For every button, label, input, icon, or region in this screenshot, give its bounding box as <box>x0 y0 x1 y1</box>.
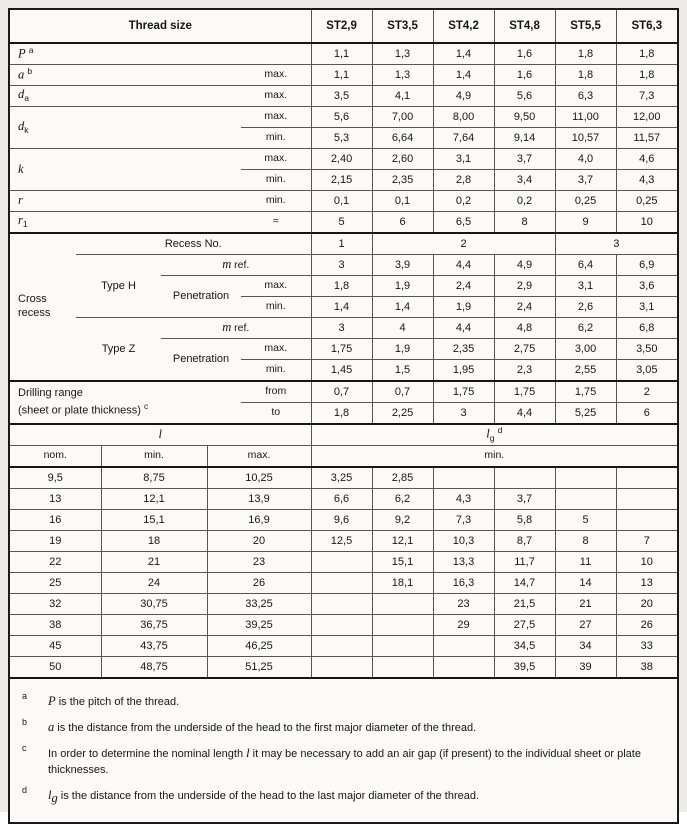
value-cell: 1,75 <box>433 381 494 403</box>
value-cell: 11 <box>555 552 616 573</box>
value-cell <box>494 467 555 489</box>
footnote-text: P is the pitch of the thread. <box>48 694 180 708</box>
value-cell: 3 <box>311 318 372 339</box>
value-cell: 9 <box>555 212 616 234</box>
value-cell <box>311 615 372 636</box>
value-cell: 1,9 <box>372 276 433 297</box>
row-label-P: P $^a$ <box>10 43 311 65</box>
screw-length-table <box>10 425 677 679</box>
value-cell: 23 <box>433 594 494 615</box>
qualifier-min: min. <box>241 128 311 149</box>
value-cell: 3,1 <box>433 149 494 170</box>
value-cell: 24 <box>101 573 207 594</box>
value-cell: 0,7 <box>311 381 372 403</box>
value-cell: 33 <box>616 636 677 657</box>
value-cell: 1,8 <box>311 276 372 297</box>
thread-dimensions-table <box>10 10 677 425</box>
value-cell: 5 <box>555 510 616 531</box>
qualifier-from: from <box>241 381 311 403</box>
length-nom-cell: 19 <box>10 531 101 552</box>
type-z-label: Type Z <box>76 318 161 382</box>
cross-recess-group-label: Cross recess <box>10 233 76 381</box>
value-cell: 6,2 <box>372 489 433 510</box>
value-cell: 1,75 <box>494 381 555 403</box>
row-label-a: a $^b$ <box>10 65 241 86</box>
value-cell: 1,95 <box>433 360 494 382</box>
qualifier-min: min. <box>241 297 311 318</box>
m-ref-label: m ref. <box>161 255 311 276</box>
column-header-st42: ST4,2 <box>433 10 494 43</box>
value-cell: 48,75 <box>101 657 207 679</box>
value-cell: 51,25 <box>207 657 311 679</box>
value-cell: 3,6 <box>616 276 677 297</box>
length-row <box>10 552 677 573</box>
value-cell: 7,64 <box>433 128 494 149</box>
value-cell: 5,6 <box>311 107 372 128</box>
value-cell: 0,2 <box>494 191 555 212</box>
value-cell: 2,15 <box>311 170 372 191</box>
value-cell: 6 <box>372 212 433 234</box>
qualifier-to: to <box>241 403 311 425</box>
value-cell: 4,8 <box>494 318 555 339</box>
value-cell: 9,14 <box>494 128 555 149</box>
value-cell: 0,2 <box>433 191 494 212</box>
value-cell: 27,5 <box>494 615 555 636</box>
value-cell: 0,7 <box>372 381 433 403</box>
value-cell: 1,75 <box>311 339 372 360</box>
qualifier-min: min. <box>241 360 311 382</box>
value-cell: 1,45 <box>311 360 372 382</box>
value-cell: 12,1 <box>372 531 433 552</box>
qualifier-min: min. <box>241 191 311 212</box>
length-subheader-row <box>10 446 677 468</box>
value-cell: 10 <box>616 212 677 234</box>
value-cell: 21 <box>555 594 616 615</box>
value-cell: 6,6 <box>311 489 372 510</box>
table-row-k-max <box>10 149 677 170</box>
value-cell: 1,1 <box>311 65 372 86</box>
value-cell: 6,4 <box>555 255 616 276</box>
value-cell: 1,1 <box>311 43 372 65</box>
value-cell: 4,4 <box>433 255 494 276</box>
value-cell: 2,8 <box>433 170 494 191</box>
footnote <box>22 718 665 737</box>
length-nom-cell: 45 <box>10 636 101 657</box>
footnote-text: In order to determine the nominal length l it may be necessary to add an air gap (if present) to the individual sheet or plate thicknesses. <box>48 745 641 776</box>
value-cell: 2,9 <box>494 276 555 297</box>
value-cell: 4,3 <box>616 170 677 191</box>
value-cell: 20 <box>616 594 677 615</box>
value-cell: 10,57 <box>555 128 616 149</box>
value-cell: 27 <box>555 615 616 636</box>
value-cell <box>616 489 677 510</box>
column-header-st29: ST2,9 <box>311 10 372 43</box>
value-cell: 21 <box>101 552 207 573</box>
table-row-pitch <box>10 43 677 65</box>
value-cell: 11,00 <box>555 107 616 128</box>
value-cell: 4,9 <box>494 255 555 276</box>
value-cell: 2,75 <box>494 339 555 360</box>
type-h-label: Type H <box>76 255 161 318</box>
thread-size-table-document <box>8 8 679 824</box>
value-cell: 5 <box>311 212 372 234</box>
min-header: min. <box>101 446 207 468</box>
footnote-text: a is the distance from the underside of the head to the first major diameter of the thread. <box>48 719 477 734</box>
length-row <box>10 573 677 594</box>
value-cell: 9,50 <box>494 107 555 128</box>
footnote <box>22 786 665 807</box>
row-label-r: r <box>10 191 241 212</box>
row-label-r1: $r_1$ <box>10 212 241 234</box>
value-cell: 4,1 <box>372 86 433 107</box>
value-cell: 1,8 <box>311 403 372 425</box>
value-cell: 4 <box>372 318 433 339</box>
value-cell <box>372 594 433 615</box>
value-cell: 39 <box>555 657 616 679</box>
value-cell: 3,5 <box>311 86 372 107</box>
value-cell <box>433 636 494 657</box>
footnote-marker: c <box>22 742 27 753</box>
value-cell: 12,1 <box>101 489 207 510</box>
length-row <box>10 594 677 615</box>
table-header-row <box>10 10 677 43</box>
length-row <box>10 657 677 679</box>
value-cell: 34 <box>555 636 616 657</box>
value-cell: 39,25 <box>207 615 311 636</box>
value-cell: 0,1 <box>372 191 433 212</box>
thread-size-header: Thread size <box>10 10 311 43</box>
value-cell: 3,1 <box>616 297 677 318</box>
footnotes-section <box>10 679 677 822</box>
value-cell: 1,6 <box>494 65 555 86</box>
value-cell: 9,6 <box>311 510 372 531</box>
value-cell: 3,7 <box>555 170 616 191</box>
value-cell: 12,5 <box>311 531 372 552</box>
value-cell: 1,5 <box>372 360 433 382</box>
value-cell: 2,35 <box>372 170 433 191</box>
value-cell: 8,7 <box>494 531 555 552</box>
length-row <box>10 467 677 489</box>
value-cell: 20 <box>207 531 311 552</box>
recess-no-row <box>10 233 677 255</box>
value-cell: 6,3 <box>555 86 616 107</box>
value-cell: 1,6 <box>494 43 555 65</box>
length-nom-cell: 50 <box>10 657 101 679</box>
length-nom-cell: 9,5 <box>10 467 101 489</box>
row-label-dk: $d_k$ <box>10 107 241 149</box>
value-cell: 1,8 <box>555 43 616 65</box>
value-cell: 8 <box>555 531 616 552</box>
drilling-range-label: Drilling range (sheet or plate thickness) $^c$ <box>10 381 241 424</box>
value-cell: 43,75 <box>101 636 207 657</box>
value-cell: 1,9 <box>372 339 433 360</box>
nom-header: nom. <box>10 446 101 468</box>
length-nom-cell: 32 <box>10 594 101 615</box>
value-cell: 3,7 <box>494 489 555 510</box>
value-cell <box>311 657 372 679</box>
value-cell: 1,75 <box>555 381 616 403</box>
max-header: max. <box>207 446 311 468</box>
value-cell: 6,8 <box>616 318 677 339</box>
table-row-dk-max <box>10 107 677 128</box>
l-header: l <box>10 425 311 446</box>
value-cell: 7,3 <box>616 86 677 107</box>
length-nom-cell: 13 <box>10 489 101 510</box>
length-nom-cell: 38 <box>10 615 101 636</box>
value-cell: 13,9 <box>207 489 311 510</box>
value-cell <box>433 657 494 679</box>
value-cell: 2,3 <box>494 360 555 382</box>
length-table-body <box>10 467 677 678</box>
value-cell: 4,0 <box>555 149 616 170</box>
qualifier-approx: ≈ <box>241 212 311 234</box>
value-cell: 2,85 <box>372 467 433 489</box>
value-cell: 6,2 <box>555 318 616 339</box>
length-nom-cell: 22 <box>10 552 101 573</box>
value-cell: 18,1 <box>372 573 433 594</box>
value-cell: 4,3 <box>433 489 494 510</box>
value-cell: 10,3 <box>433 531 494 552</box>
lg-header: $l_g$ $^d$ <box>311 425 677 446</box>
value-cell: 38 <box>616 657 677 679</box>
value-cell: 3,50 <box>616 339 677 360</box>
value-cell: 9,2 <box>372 510 433 531</box>
length-nom-cell: 16 <box>10 510 101 531</box>
value-cell <box>372 636 433 657</box>
drilling-from-row <box>10 381 677 403</box>
value-cell: 2,6 <box>555 297 616 318</box>
value-cell: 33,25 <box>207 594 311 615</box>
length-row <box>10 615 677 636</box>
value-cell: 2,40 <box>311 149 372 170</box>
value-cell: 1,3 <box>372 43 433 65</box>
recess-no-label: Recess No. <box>76 233 311 255</box>
length-header-row <box>10 425 677 446</box>
value-cell: 3,4 <box>494 170 555 191</box>
qualifier-max: max. <box>241 149 311 170</box>
length-row <box>10 636 677 657</box>
value-cell: 34,5 <box>494 636 555 657</box>
length-row <box>10 510 677 531</box>
value-cell <box>311 594 372 615</box>
type-h-mref-row <box>10 255 677 276</box>
m-ref-label: m ref. <box>161 318 311 339</box>
lg-min-header: min. <box>311 446 677 468</box>
value-cell <box>616 467 677 489</box>
value-cell: 5,3 <box>311 128 372 149</box>
value-cell: 0,25 <box>555 191 616 212</box>
value-cell: 3,00 <box>555 339 616 360</box>
value-cell <box>555 489 616 510</box>
value-cell: 26 <box>616 615 677 636</box>
value-cell: 6,64 <box>372 128 433 149</box>
row-label-k: k <box>10 149 241 191</box>
value-cell: 4,6 <box>616 149 677 170</box>
value-cell: 5,25 <box>555 403 616 425</box>
value-cell: 1,4 <box>433 65 494 86</box>
value-cell: 1,4 <box>311 297 372 318</box>
value-cell: 0,25 <box>616 191 677 212</box>
qualifier-max: max. <box>241 107 311 128</box>
value-cell: 26 <box>207 573 311 594</box>
value-cell: 7 <box>616 531 677 552</box>
column-header-st55: ST5,5 <box>555 10 616 43</box>
value-cell: 2,60 <box>372 149 433 170</box>
value-cell: 23 <box>207 552 311 573</box>
value-cell: 3,1 <box>555 276 616 297</box>
value-cell: 1,9 <box>433 297 494 318</box>
value-cell: 3 <box>311 255 372 276</box>
value-cell <box>555 467 616 489</box>
table-row-da <box>10 86 677 107</box>
value-cell: 2,4 <box>494 297 555 318</box>
recess-no-3: 3 <box>555 233 677 255</box>
table-row-r <box>10 191 677 212</box>
row-label-da: $d_a$ <box>10 86 241 107</box>
column-header-st35: ST3,5 <box>372 10 433 43</box>
value-cell: 11,57 <box>616 128 677 149</box>
recess-no-1: 1 <box>311 233 372 255</box>
value-cell: 16,9 <box>207 510 311 531</box>
value-cell: 18 <box>101 531 207 552</box>
value-cell: 39,5 <box>494 657 555 679</box>
table-row-r1 <box>10 212 677 234</box>
value-cell: 10 <box>616 552 677 573</box>
value-cell: 13 <box>616 573 677 594</box>
value-cell: 8,75 <box>101 467 207 489</box>
qualifier-max: max. <box>241 339 311 360</box>
column-header-st48: ST4,8 <box>494 10 555 43</box>
value-cell: 15,1 <box>101 510 207 531</box>
value-cell: 3,25 <box>311 467 372 489</box>
value-cell: 46,25 <box>207 636 311 657</box>
qualifier-max: max. <box>241 65 311 86</box>
footnote-marker: d <box>22 784 28 795</box>
value-cell: 15,1 <box>372 552 433 573</box>
value-cell: 2 <box>616 381 677 403</box>
value-cell: 7,3 <box>433 510 494 531</box>
value-cell: 5,6 <box>494 86 555 107</box>
footnote <box>22 744 665 779</box>
value-cell: 14,7 <box>494 573 555 594</box>
value-cell: 1,8 <box>616 43 677 65</box>
table-row-a <box>10 65 677 86</box>
value-cell: 3,9 <box>372 255 433 276</box>
penetration-label: Penetration <box>161 339 241 382</box>
value-cell: 12,00 <box>616 107 677 128</box>
value-cell: 2,35 <box>433 339 494 360</box>
value-cell: 21,5 <box>494 594 555 615</box>
value-cell: 29 <box>433 615 494 636</box>
value-cell <box>311 552 372 573</box>
value-cell: 2,4 <box>433 276 494 297</box>
value-cell: 1,4 <box>372 297 433 318</box>
value-cell: 1,3 <box>372 65 433 86</box>
value-cell: 4,4 <box>494 403 555 425</box>
length-row <box>10 531 677 552</box>
value-cell: 11,7 <box>494 552 555 573</box>
value-cell: 6 <box>616 403 677 425</box>
value-cell: 2,25 <box>372 403 433 425</box>
value-cell: 3,05 <box>616 360 677 382</box>
value-cell <box>311 636 372 657</box>
value-cell: 13,3 <box>433 552 494 573</box>
value-cell: 16,3 <box>433 573 494 594</box>
value-cell: 2,55 <box>555 360 616 382</box>
value-cell: 7,00 <box>372 107 433 128</box>
value-cell: 0,1 <box>311 191 372 212</box>
qualifier-min: min. <box>241 170 311 191</box>
value-cell: 8 <box>494 212 555 234</box>
column-header-st63: ST6,3 <box>616 10 677 43</box>
type-z-mref-row <box>10 318 677 339</box>
qualifier-max: max. <box>241 86 311 107</box>
value-cell: 36,75 <box>101 615 207 636</box>
value-cell: 3 <box>433 403 494 425</box>
value-cell: 1,8 <box>616 65 677 86</box>
length-nom-cell: 25 <box>10 573 101 594</box>
value-cell: 6,5 <box>433 212 494 234</box>
length-row <box>10 489 677 510</box>
penetration-label: Penetration <box>161 276 241 318</box>
value-cell: 5,8 <box>494 510 555 531</box>
value-cell: 3,7 <box>494 149 555 170</box>
recess-no-2: 2 <box>372 233 555 255</box>
value-cell: 1,4 <box>433 43 494 65</box>
footnote-marker: b <box>22 716 28 727</box>
value-cell: 1,8 <box>555 65 616 86</box>
value-cell <box>433 467 494 489</box>
value-cell: 6,9 <box>616 255 677 276</box>
value-cell: 8,00 <box>433 107 494 128</box>
footnote-marker: a <box>22 691 28 701</box>
value-cell <box>616 510 677 531</box>
value-cell: 4,9 <box>433 86 494 107</box>
value-cell: 10,25 <box>207 467 311 489</box>
value-cell <box>311 573 372 594</box>
value-cell <box>372 615 433 636</box>
value-cell <box>372 657 433 679</box>
value-cell: 14 <box>555 573 616 594</box>
qualifier-max: max. <box>241 276 311 297</box>
value-cell: 4,4 <box>433 318 494 339</box>
footnote-text: $l_g$ is the distance from the underside of the head to the last major diameter of the thread. <box>48 787 480 805</box>
value-cell: 30,75 <box>101 594 207 615</box>
footnote <box>22 692 665 711</box>
